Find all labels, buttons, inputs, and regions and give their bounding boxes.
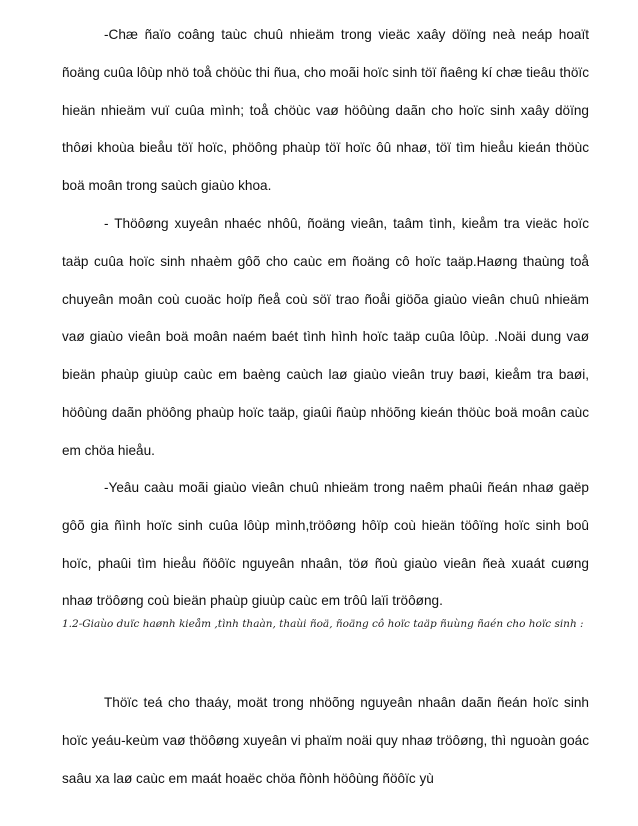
- paragraph-3: -Yeâu caàu moãi giaùo vieân chuû nhieäm trong naêm phaûi ñeán nhaø gaëp gôõ gia ñình hoïc sinh cuûa lôùp mình,tröôøng hôïp coù hieän töôïng hoïc sinh boû hoïc, phaûi tìm hieåu ñöôïc nguyeân nhaân, töø ñoù giaùo vieân ñeà xuaát cuøng nhaø tröôøng coù bieän phaùp giuùp caùc em trôû laïi tröôøng.: [62, 480, 589, 609]
- paragraph-1: -Chæ ñaïo coâng taùc chuû nhieäm trong vieäc xaây döïng neà neáp hoaït ñoäng cuûa lôùp nhö toå chöùc thi ñua, cho moãi hoïc sinh töï ñaêng kí chæ tieâu thöïc hieän nhieäm vuï cuûa mình; toå chöùc vaø höôùng daãn cho hoïc sinh xaây döïng thôøi khoùa bieåu töï hoïc, phöông phaùp töï hoïc ôû nhaø, töï tìm hieåu kieán thöùc boä moân trong saùch giaùo khoa.: [62, 27, 589, 194]
- paragraph-2: - Thöôøng xuyeân nhaéc nhôû, ñoäng vieân, taâm tình, kieåm tra vieäc hoïc taäp cuûa hoïc sinh nhaèm gôõ cho caùc em ñoäng cô hoïc taäp.Haøng thaùng toå chuyeân moân coù cuoäc hoïp ñeå coù söï trao ñoåi giöõa giaùo vieân chuû nhieäm vaø giaùo vieân boä moân naém baét tình hình hoïc taäp cuûa lôùp. .Noäi dung vaø bieän phaùp giuùp caùc em baèng caùch laø giaùo vieân truy baøi, kieåm tra baøi, höôùng daãn phöông phaùp hoïc taäp, giaûi ñaùp nhöõng kieán thöùc boä moân caùc em chöa hieåu.: [62, 216, 589, 458]
- paragraph-4: Thöïc teá cho thaáy, moät trong nhöõng nguyeân nhaân daãn ñeán hoïc sinh hoïc yeáu-keùm vaø thöôøng xuyeân vi phaïm noäi quy nhaø tröôøng, thì nguoàn goác saâu xa laø caùc em maát hoaëc chöa ñònh höôùng ñöôïc yù: [62, 695, 589, 786]
- section-heading: 1.2-Giaùo duïc haønh kieåm ,tình thaàn, thaùi ñoä, ñoäng cô hoïc taäp ñuùng ñaén cho hoïc sinh :: [62, 618, 584, 630]
